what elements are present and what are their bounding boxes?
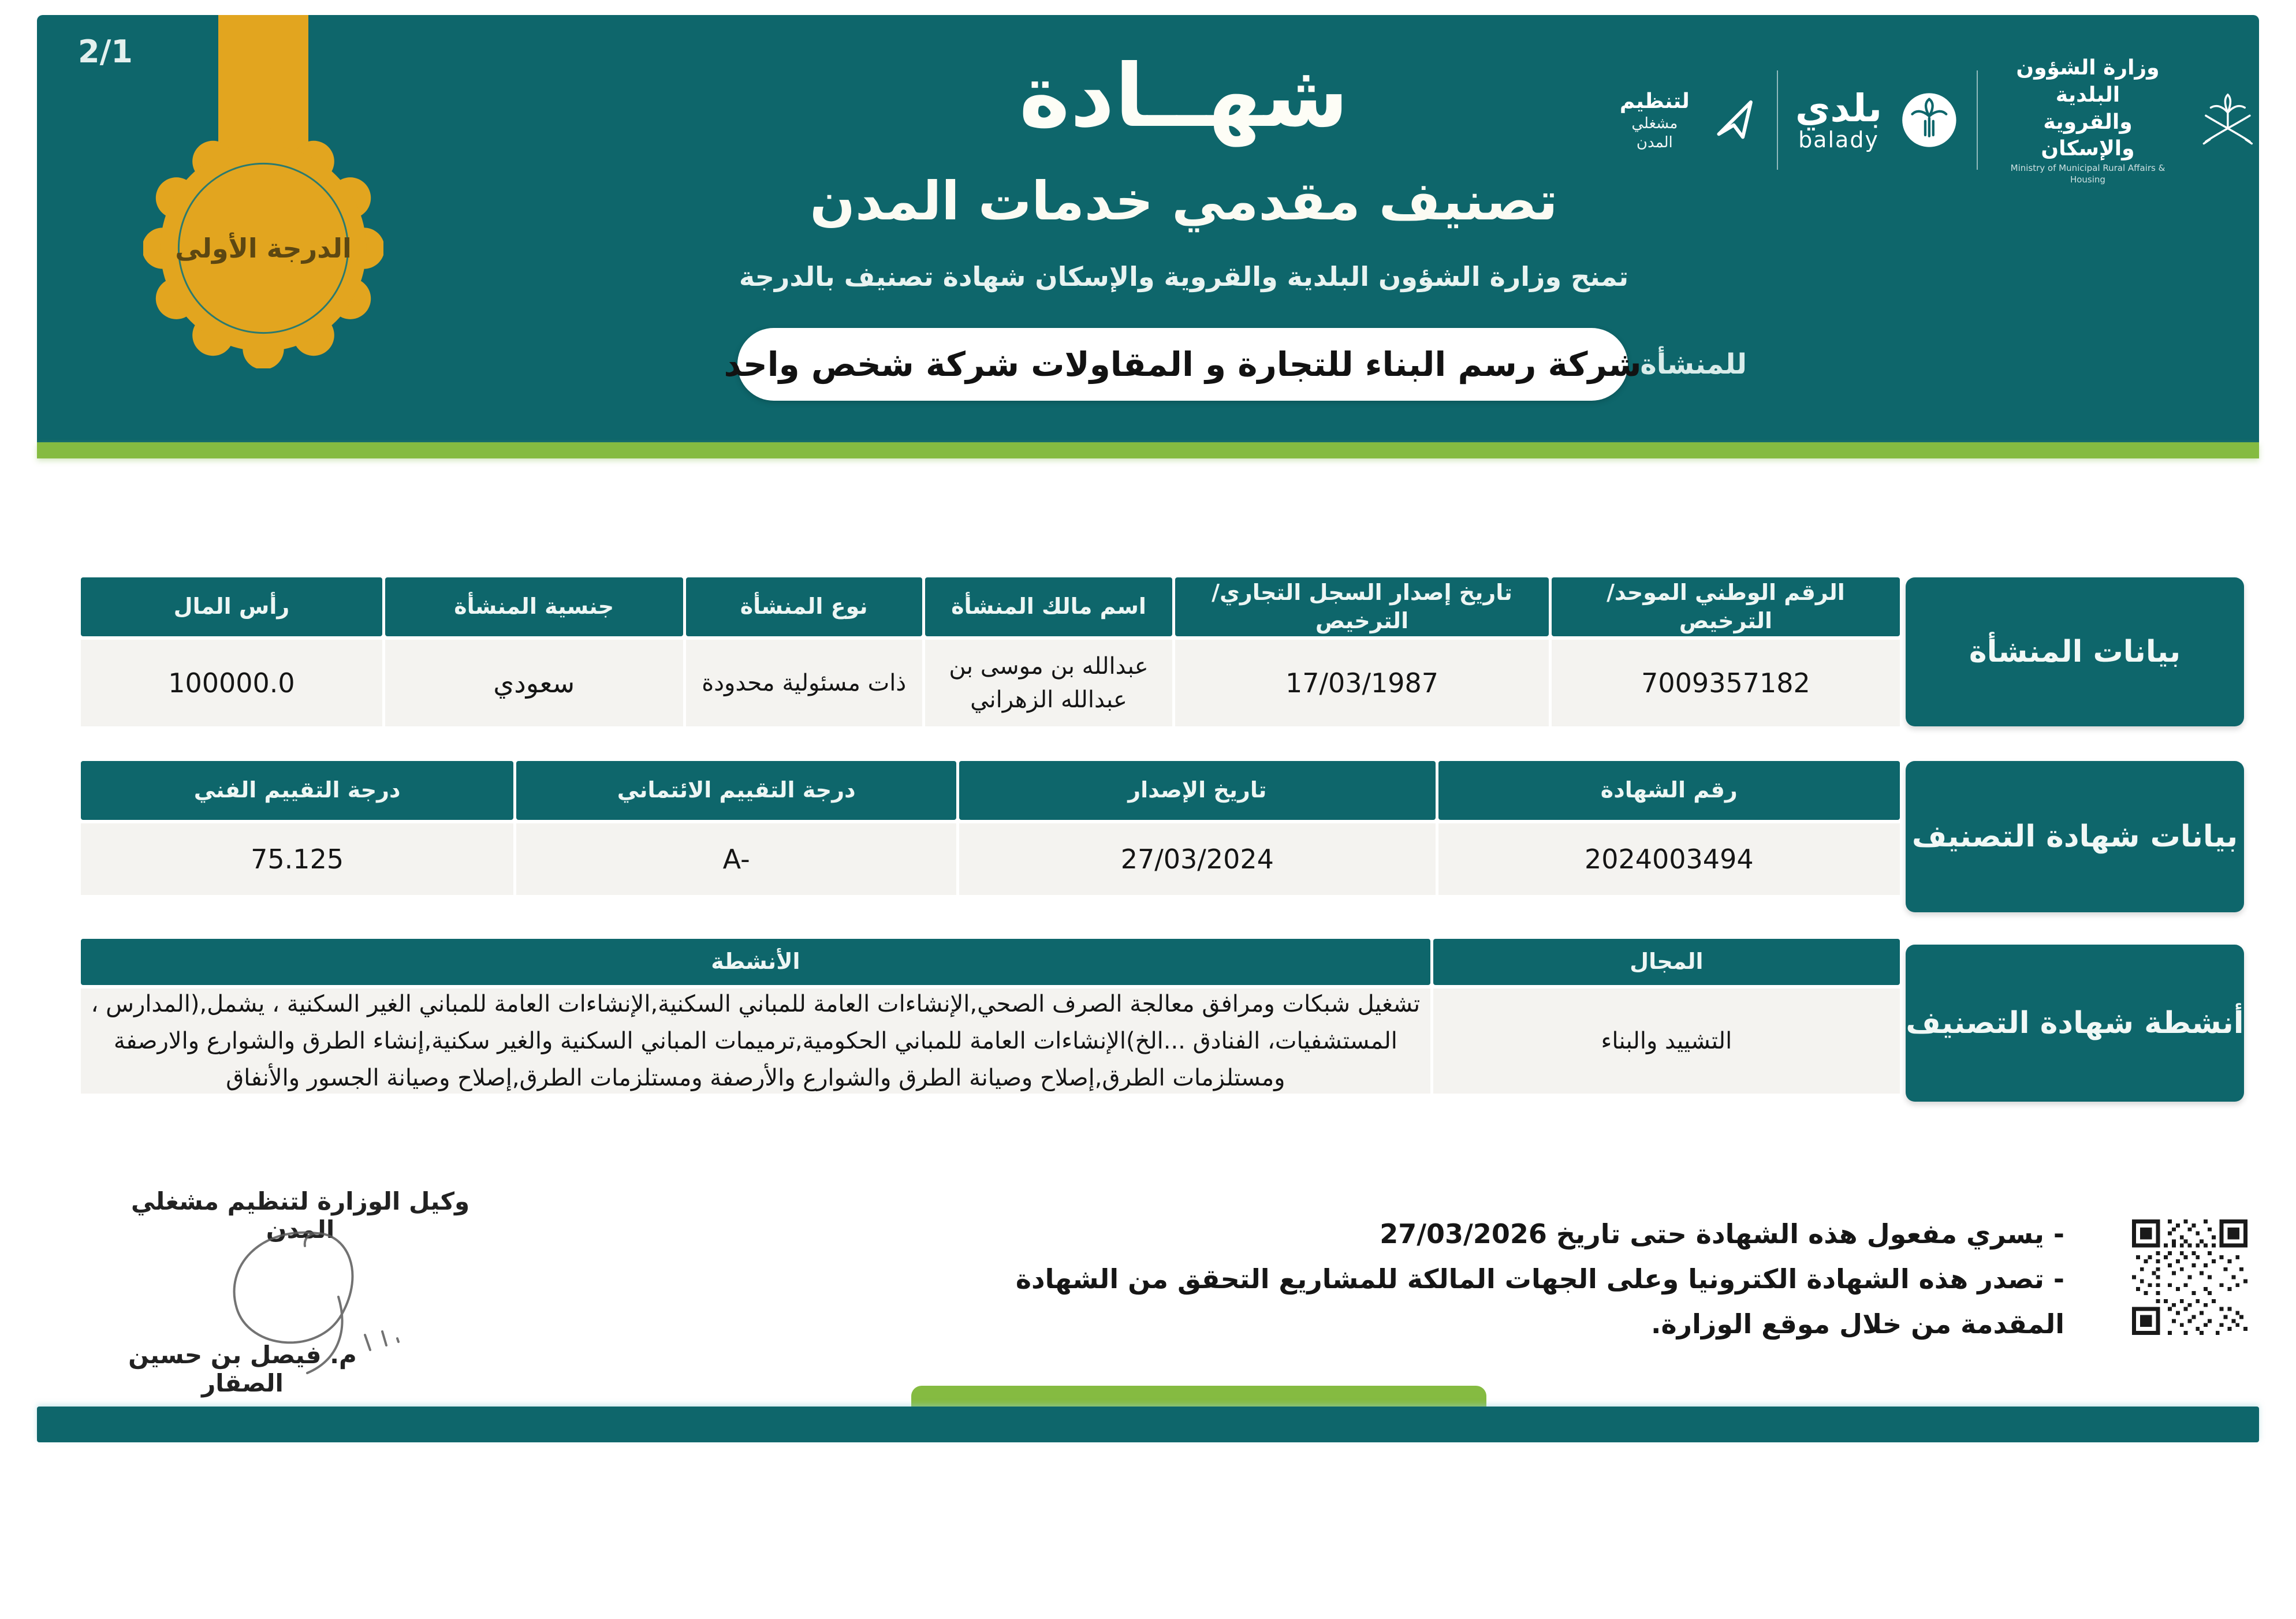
activities-table-row	[81, 988, 1900, 1094]
value-cell: سعودي	[385, 640, 683, 726]
tanzeem-wordmark	[1617, 88, 1693, 152]
entity-name-pill	[724, 328, 1642, 401]
column-header: تاريخ إصدار السجل التجاري/ الترخيص	[1175, 577, 1549, 636]
electronic-note: - تصدر هذه الشهادة الكترونيا وعلى الجهات المالكة للمشاريع التحقق من الشهادة المقدمة من خلال موقع الوزارة.	[1015, 1263, 2064, 1340]
header-green-strip	[37, 442, 2259, 458]
column-header: الأنشطة	[81, 939, 1430, 985]
column-header: درجة التقييم الفني	[81, 761, 513, 820]
column-header: رقم الشهادة	[1438, 761, 1900, 820]
signatory-name: م. فيصل بن حسين الصقار	[128, 1341, 357, 1397]
establishment-table-header	[81, 577, 1900, 636]
value-cell: ذات مسئولية محدودة	[686, 640, 922, 726]
balady-arabic: بلدي	[1795, 86, 1883, 131]
column-header: تاريخ الإصدار	[959, 761, 1436, 820]
qr-code	[2132, 1219, 2247, 1335]
saudi-emblem-icon	[2198, 83, 2258, 158]
bottom-green-tab	[911, 1386, 1486, 1409]
value-cell: A-	[516, 823, 956, 895]
grant-line: تمنح وزارة الشؤون البلدية والقروية والإسكان شهادة تصنيف بالدرجة	[739, 261, 1629, 292]
section-label-certificate: بيانات شهادة التصنيف	[1906, 761, 2244, 912]
establishment-table	[81, 577, 1900, 726]
value-cell: 7009357182	[1552, 640, 1900, 726]
value-cell: عبدالله بن موسى بن عبدالله الزهراني	[925, 640, 1172, 726]
column-header: رأس المال	[81, 577, 382, 636]
tanzeem-line2: مشغلي المدن	[1631, 115, 1678, 151]
ministry-line1: وزارة الشؤون البلدية	[2016, 55, 2160, 107]
validity-note: - يسري مفعول هذه الشهادة حتى تاريخ 27/03/2026	[1380, 1218, 2064, 1249]
value-cell: 2024003494	[1438, 823, 1900, 895]
signature-title: وكيل الوزارة لتنظيم مشغلي المدن	[131, 1187, 470, 1244]
ministry-wordmark	[1995, 55, 2181, 185]
certificate-table	[81, 761, 1900, 895]
balady-latin: balady	[1798, 126, 1879, 152]
value-cell: 27/03/2024	[959, 823, 1436, 895]
section-label-activities: أنشطة شهادة التصنيف	[1906, 945, 2244, 1102]
bottom-teal-bar	[37, 1407, 2259, 1442]
activities-table-header	[81, 939, 1900, 985]
value-cell: 75.125	[81, 823, 513, 895]
ministry-line2: والقروية والإسكان	[2041, 110, 2135, 161]
logo-bar	[1617, 55, 2258, 185]
certificate-table-row	[81, 823, 1900, 895]
activities-table	[81, 939, 1900, 1094]
tanzeem-line1: لتنظيم	[1619, 89, 1690, 113]
certificate-table-header	[81, 761, 1900, 820]
entity-name: شركة رسم البناء للتجارة و المقاولات شركة شخص واحد	[724, 345, 1642, 384]
column-header: جنسية المنشأة	[385, 577, 683, 636]
value-cell: التشييد والبناء	[1433, 988, 1900, 1094]
value-cell: 17/03/1987	[1175, 640, 1549, 726]
activities-cell: تشغيل شبكات ومرافق معالجة الصرف الصحي,الإنشاءات العامة للمباني السكنية,الإنشاءات العامة للمباني الغير السكنية ، يشمل,(المدارس ، المستشفيات، الفنادق ...الخ)الإنشاءات العامة للمباني الحكومية,ترميمات المباني السكنية والغير سكنية,إنشاء الطرق والشوارع والارصفة ومستلزمات الطرق,إصلاح وصيانة الطرق والشوارع والأرصفة ومستلزمات الطرق,إصلاح وصيانة الجسور والأنفاق	[81, 988, 1430, 1094]
entity-label: للمنشأة	[1640, 348, 1747, 380]
logo-divider	[1777, 70, 1778, 170]
section-label-establishment: بيانات المنشأة	[1906, 577, 2244, 726]
balady-wordmark	[1795, 88, 1882, 151]
column-header: الرقم الوطني الموحد/ الترخيص	[1552, 577, 1900, 636]
logo-divider	[1977, 70, 1978, 170]
ministry-english: Ministry of Municipal Rural Affairs & Housing	[2010, 163, 2165, 185]
value-cell: 100000.0	[81, 640, 382, 726]
medal-grade-label: الدرجة الأولى	[175, 233, 352, 264]
cursor-arrow-icon	[1710, 91, 1760, 149]
column-header: المجال	[1433, 939, 1900, 985]
column-header: نوع المنشأة	[686, 577, 922, 636]
establishment-table-row	[81, 640, 1900, 726]
certificate-subtitle: تصنيف مقدمي خدمات المدن	[810, 170, 1558, 232]
footer-notes	[910, 1211, 2064, 1347]
certificate-title: شهــادة	[1019, 46, 1349, 147]
column-header: درجة التقييم الائتماني	[516, 761, 956, 820]
page-number: 2/1	[78, 33, 133, 70]
palm-circle-icon	[1899, 85, 1959, 155]
column-header: اسم مالك المنشأة	[925, 577, 1172, 636]
